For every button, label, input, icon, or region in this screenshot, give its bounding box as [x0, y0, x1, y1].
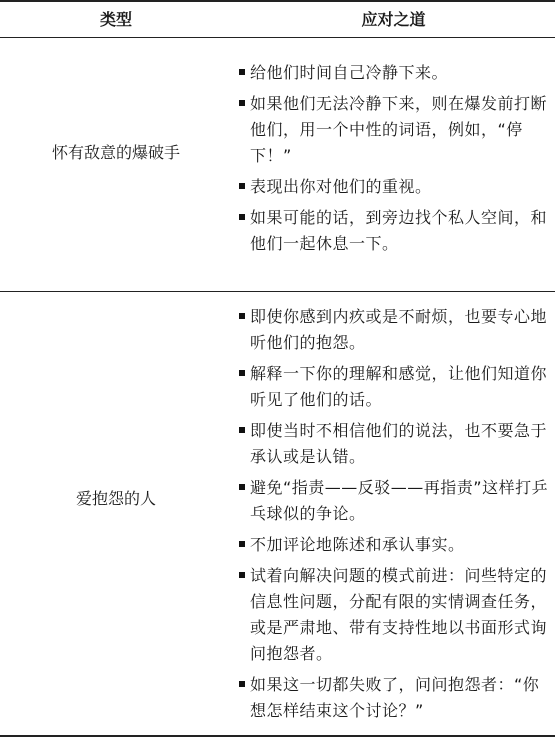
row-2-strategy-item: 解释一下你的理解和感觉，让他们知道你听见了他们的话。 [238, 361, 550, 413]
row-divider [0, 291, 555, 292]
row-2-type: 爱抱怨的人 [75, 489, 156, 508]
row-2-strategy-item: 即使你感到内疚或是不耐烦，也要专心地听他们的抱怨。 [238, 304, 550, 356]
row-1-strategy-item: 给他们时间自己冷静下来。 [238, 60, 550, 86]
row-2-strategy-item: 试着向解决问题的模式前进：问些特定的信息性问题，分配有限的实情调查任务，或是严肃地、带有支持性地以书面形式询问抱怨者。 [238, 563, 550, 667]
column-header-type: 类型 [99, 10, 132, 29]
row-1-strategy-list [238, 60, 550, 262]
row-1-strategy-item: 如果他们无法冷静下来，则在爆发前打断他们，用一个中性的词语，例如，“停下！” [238, 91, 550, 169]
row-2-strategy-list [238, 304, 550, 729]
table-top-rule [0, 0, 555, 2]
row-2-strategy-item: 如果这一切都失败了，问问抱怨者：“你想怎样结束这个讨论？” [238, 672, 550, 724]
table-bottom-rule [0, 735, 555, 737]
header-divider [0, 37, 555, 38]
row-1-strategy-item: 如果可能的话，到旁边找个私人空间，和他们一起休息一下。 [238, 205, 550, 257]
column-header-strategy: 应对之道 [361, 10, 426, 29]
row-2-strategy-item: 即使当时不相信他们的说法，也不要急于承认或是认错。 [238, 418, 550, 470]
row-2-strategy-item: 不加评论地陈述和承认事实。 [238, 532, 550, 558]
row-1-type: 怀有敌意的爆破手 [51, 143, 180, 162]
row-1-strategy-item: 表现出你对他们的重视。 [238, 174, 550, 200]
row-2-strategy-item: 避免“指责——反驳——再指责”这样打乒乓球似的争论。 [238, 475, 550, 527]
